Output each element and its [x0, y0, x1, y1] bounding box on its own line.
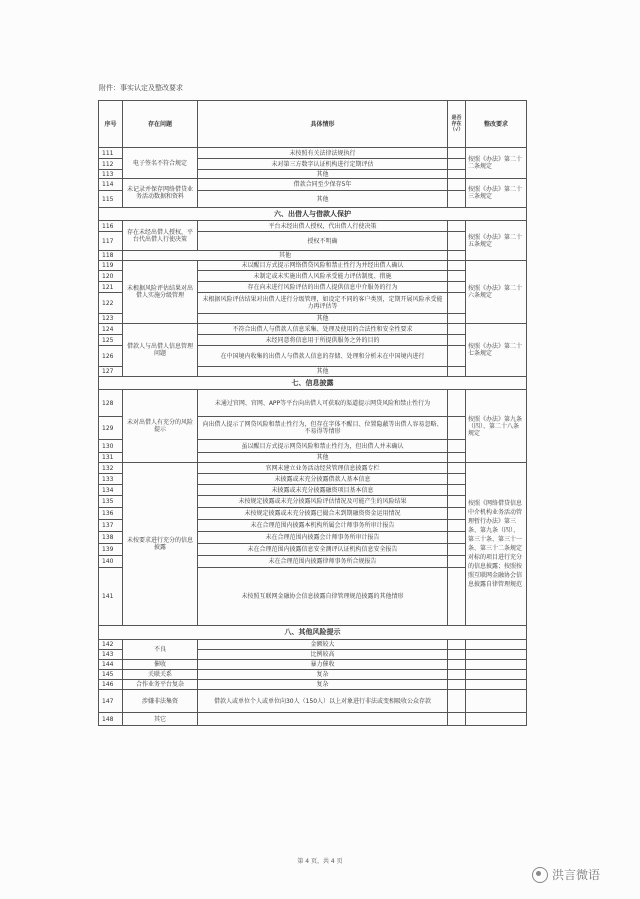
exists-cell [448, 508, 466, 520]
detail-cell: 未对第三方数字认证机构进行定期评估 [198, 159, 448, 170]
exists-cell [448, 474, 466, 485]
exists-cell [448, 346, 466, 367]
row-no: 133 [99, 474, 123, 485]
detail-cell: 未按照有关法律法规执行 [198, 148, 448, 159]
row-no: 148 [99, 713, 123, 726]
section-row [99, 208, 527, 221]
requirement-cell [466, 713, 527, 726]
wechat-logo-icon [532, 867, 548, 883]
row-no: 112 [99, 159, 123, 170]
row-no: 138 [99, 532, 123, 544]
issue-cell: 不良 [123, 640, 198, 660]
section-row [99, 377, 527, 390]
detail-cell: 未制定或未实施出借人风险承受能力评估制度、措施 [198, 271, 448, 282]
requirement-cell [466, 640, 527, 650]
section-row [99, 626, 527, 640]
detail-cell: 比例较高 [198, 650, 448, 660]
header-issue: 存在问题 [123, 101, 198, 148]
row-no: 116 [99, 221, 123, 232]
row-no: 118 [99, 251, 123, 261]
exists-cell [448, 496, 466, 508]
detail-cell: 未在合理范围内披露信息安全测评认证机构信息安全报告 [198, 544, 448, 556]
exists-cell [448, 463, 466, 474]
requirement-cell: 按照《办法》第二十七条规定 [466, 324, 527, 377]
row-no: 146 [99, 680, 123, 690]
exists-cell [448, 390, 466, 417]
page-footer: 第 4 页，共 4 页 [297, 858, 343, 865]
row-no: 122 [99, 293, 123, 314]
detail-cell: 存在向未进行风险评估的出借人提供信息中介服务的行为 [198, 282, 448, 293]
annex-title: 附件：事实认定及整改要求 [99, 84, 183, 92]
table-row [99, 148, 527, 159]
exists-cell [448, 568, 466, 626]
issue-cell: 涉嫌非法集资 [123, 690, 198, 713]
table-row [99, 670, 527, 680]
exists-cell [448, 261, 466, 271]
detail-cell: 未按规定披露或未充分披露已撮合未到期融资资金运用情况 [198, 508, 448, 520]
exists-cell [448, 680, 466, 690]
exists-cell [448, 532, 466, 544]
exists-cell [448, 335, 466, 346]
row-no: 144 [99, 660, 123, 670]
exists-cell [448, 148, 466, 159]
issue-cell: 催收 [123, 660, 198, 670]
header-row [99, 101, 527, 148]
row-no: 141 [99, 568, 123, 626]
row-no: 111 [99, 148, 123, 159]
detail-cell: 未披露或未充分披露借款人基本信息 [198, 474, 448, 485]
table-row [99, 179, 527, 191]
issue-cell: 合作业务平台复杂 [123, 680, 198, 690]
exists-cell [448, 440, 466, 453]
exists-cell [448, 690, 466, 713]
requirement-cell [466, 680, 527, 690]
table-row [99, 690, 527, 713]
detail-cell: 未在合理范围内披露本机构所属会计师事务所审计报告 [198, 520, 448, 532]
row-no: 136 [99, 508, 123, 520]
detail-cell: 其他 [123, 251, 448, 261]
row-no: 139 [99, 544, 123, 556]
requirement-cell: 按照《办法》第二十三条规定 [466, 179, 527, 208]
row-no: 142 [99, 640, 123, 650]
requirement-cell [466, 690, 527, 713]
detail-cell: 未披露或未充分披露融资项目基本信息 [198, 485, 448, 496]
exists-cell [448, 324, 466, 335]
row-no: 132 [99, 463, 123, 474]
row-no: 115 [99, 191, 123, 208]
issue-cell: 存在未经出借人授权，平台代出借人行使决策 [123, 221, 198, 251]
detail-cell: 未通过官网、官网、APP等平台向出借人可获取的渠道提示网贷风险和禁止性行为 [198, 390, 448, 417]
exists-cell [448, 544, 466, 556]
row-no: 130 [99, 440, 123, 453]
watermark [532, 866, 600, 883]
row-no: 140 [99, 556, 123, 568]
exists-cell [448, 293, 466, 314]
requirement-cell [466, 670, 527, 680]
exists-cell [448, 221, 466, 232]
exists-cell [448, 660, 466, 670]
detail-cell: 借款合同至少保存5年 [198, 179, 448, 191]
row-no: 127 [99, 367, 123, 377]
exists-cell [448, 191, 466, 208]
exists-cell [448, 417, 466, 440]
table-row [99, 390, 527, 417]
detail-cell: 金额较大 [198, 640, 448, 650]
row-no: 124 [99, 324, 123, 335]
table-row [99, 324, 527, 335]
requirement-cell: 按照《网络借贷信息中介机构业务活动管理暂行办法》第三条、第九条（四）、第三十条、第三十一条、第三十二条规定对标的项目进行充分的信息披露；按照按照互联网金融协会信息披露自律管理规范 [466, 463, 527, 626]
detail-cell: 未在合理范围内披露会计师事务所审计报告 [198, 532, 448, 544]
exists-cell [448, 159, 466, 170]
table-row [99, 660, 527, 670]
exists-cell [448, 282, 466, 293]
detail-cell: 其他 [198, 191, 448, 208]
issue-cell: 未按要求进行充分的信息披露 [123, 463, 198, 626]
row-no: 119 [99, 261, 123, 271]
exists-cell [448, 271, 466, 282]
rectification-table [98, 100, 527, 726]
detail-cell: 其他 [198, 367, 448, 377]
detail-cell: 未按规定披露或未充分披露风险评估情况及可能产生的风险结果 [198, 496, 448, 508]
detail-cell: 借款人或单位个人或单位向30人（150人）以上对象进行非法或变相吸收公众存款 [198, 690, 448, 713]
row-no: 114 [99, 179, 123, 191]
table-row [99, 463, 527, 474]
exists-cell [448, 453, 466, 463]
detail-cell: 未以醒目方式提示网络借贷风险和禁止性行为并经出借人确认 [198, 261, 448, 271]
exists-cell [448, 179, 466, 191]
detail-cell: 虽以醒目方式提示网贷风险和禁止性行为，但出借人并未确认 [198, 440, 448, 453]
exists-cell [448, 232, 466, 251]
issue-cell: 未根据风险评估结果对出借人实施分级管理 [123, 261, 198, 324]
exists-cell [448, 713, 466, 726]
row-no: 143 [99, 650, 123, 660]
issue-cell: 关联关系 [123, 670, 198, 680]
row-no: 126 [99, 346, 123, 367]
detail-cell: 其他 [198, 314, 448, 324]
row-no: 123 [99, 314, 123, 324]
issue-cell: 未记录并保存网络借贷业务活动数据和资料 [123, 179, 198, 208]
requirement-cell: 按照《办法》第二十二条规定 [466, 148, 527, 179]
row-no: 125 [99, 335, 123, 346]
requirement-cell [466, 660, 527, 670]
exists-cell [448, 170, 466, 179]
detail-cell: 复杂 [198, 680, 448, 690]
section-title: 六、出借人与借款人保护 [99, 208, 527, 221]
section-title: 八、其他风险提示 [99, 626, 527, 640]
detail-cell: 不符合出借人与借款人信息采集、处理及使用的合法性和安全性要求 [198, 324, 448, 335]
detail-cell: 未在合理范围内披露律师事务所合规报告 [198, 556, 448, 568]
header-no: 序号 [99, 101, 123, 148]
row-no: 117 [99, 232, 123, 251]
detail-cell [198, 713, 448, 726]
row-no: 113 [99, 170, 123, 179]
detail-cell: 未按照互联网金融协会信息披露自律管理规范披露的其他情形 [198, 568, 448, 626]
detail-cell: 向出借人提示了网贷风险和禁止性行为，但存在字体不醒目、位置隐蔽等出借人容易忽略、不易得等情形 [198, 417, 448, 440]
exists-cell [448, 650, 466, 660]
requirement-cell: 按照《办法》第二十六条规定 [466, 261, 527, 324]
header-requirement: 整改要求 [466, 101, 527, 148]
exists-cell [448, 670, 466, 680]
requirement-cell: 按照《办法》第二十五条规定 [466, 221, 527, 261]
row-no: 147 [99, 690, 123, 713]
row-no: 135 [99, 496, 123, 508]
issue-cell: 电子签名不符合规定 [123, 148, 198, 179]
row-no: 129 [99, 417, 123, 440]
issue-cell: 其它 [123, 713, 198, 726]
exists-cell [448, 314, 466, 324]
exists-cell [448, 520, 466, 532]
table-row [99, 261, 527, 271]
requirement-cell [466, 650, 527, 660]
row-no: 137 [99, 520, 123, 532]
detail-cell: 暴力催收 [198, 660, 448, 670]
exists-cell [448, 640, 466, 650]
issue-cell: 借款人与出借人信息管理问题 [123, 324, 198, 377]
detail-cell: 未经同意将信息用于所提供服务之外的目的 [198, 335, 448, 346]
detail-cell: 复杂 [198, 670, 448, 680]
requirement-cell: 按照《办法》第九条（四）、第二十八条规定 [466, 390, 527, 463]
row-no: 131 [99, 453, 123, 463]
table-row [99, 221, 527, 232]
row-no: 121 [99, 282, 123, 293]
table-row [99, 713, 527, 726]
header-detail: 具体情形 [198, 101, 448, 148]
row-no: 134 [99, 485, 123, 496]
exists-cell [448, 367, 466, 377]
watermark-text: 洪言微语 [552, 868, 601, 882]
row-no: 145 [99, 670, 123, 680]
detail-cell: 授权不明确 [198, 232, 448, 251]
detail-cell: 官网未建立业务活动经营管理信息披露专栏 [198, 463, 448, 474]
table-row [99, 251, 527, 261]
exists-cell [448, 251, 466, 261]
row-no: 128 [99, 390, 123, 417]
exists-cell [448, 485, 466, 496]
table-row [99, 680, 527, 690]
detail-cell: 在中国境内收集的出借人与借款人信息的存储、处理和分析未在中国境内进行 [198, 346, 448, 367]
exists-cell [448, 556, 466, 568]
detail-cell: 平台未经出借人授权，代出借人行使决策 [198, 221, 448, 232]
detail-cell: 其他 [198, 170, 448, 179]
section-title: 七、信息披露 [99, 377, 527, 390]
table-row [99, 640, 527, 650]
issue-cell: 未对出借人有充分的风险提示 [123, 390, 198, 463]
detail-cell: 未根据风险评估结果对出借人进行分级管理，如设定不同的客户类别，定期开展风险承受能力再评估等 [198, 293, 448, 314]
header-exists: 是否存在（√） [448, 101, 466, 148]
detail-cell: 其他 [198, 453, 448, 463]
row-no: 120 [99, 271, 123, 282]
